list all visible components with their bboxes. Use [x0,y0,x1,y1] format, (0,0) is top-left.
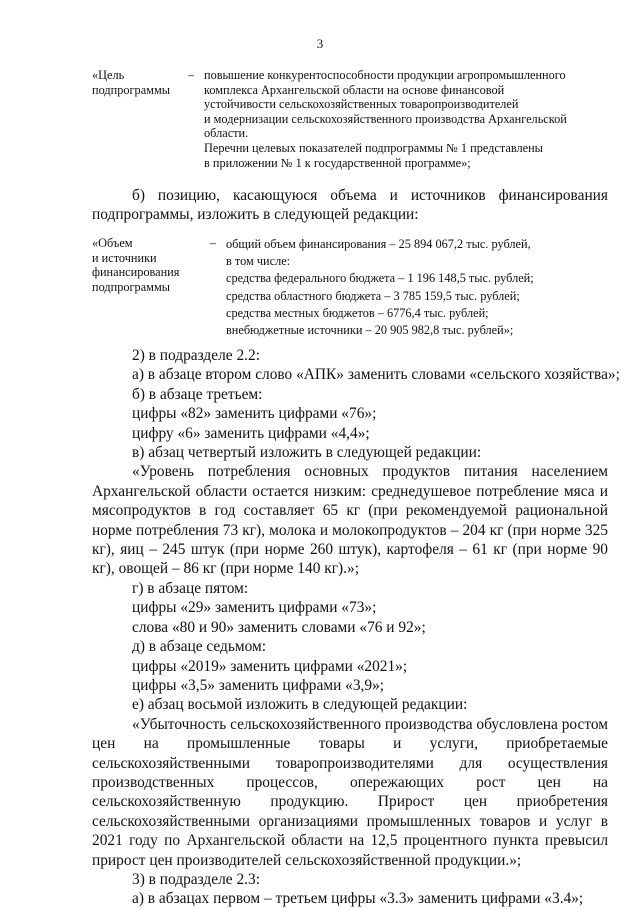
amendment-item: цифры «2019» заменить цифрами «2021»; [132,657,408,675]
goal-value-line: устойчивости сельскохозяйственных товаропроизводителей [204,97,519,112]
goal-value-line: в приложении № 1 к государственной программе»; [204,155,471,170]
finance-value-line: средства федерального бюджета – 1 196 148,5 тыс. рублей; [226,271,534,286]
amendment-item: г) в абзаце пятом: [132,579,249,597]
amendment-item: слова «80 и 90» заменить словами «76 и 92»; [132,618,426,636]
finance-label-line: подпрограммы [92,279,170,294]
finance-value-line: внебюджетные источники – 20 905 982,8 тыс. рублей»; [226,323,514,338]
goal-dash: – [188,68,195,82]
amendment-item: д) в абзаце седьмом: [132,638,267,656]
finance-label-line: «Объем [92,236,133,250]
goal-value-line: и модернизации сельскохозяйственного производства Архангельской [204,111,567,126]
amendment-item: в) абзац четвертый изложить в следующей редакции: [132,444,482,462]
amendments-text [92,346,620,909]
goal-value-line: области. [204,126,249,141]
goal-value-line: комплекса Архангельской области на основе финансовой [204,82,505,97]
finance-label [92,236,179,294]
goal-label-line: «Цель [92,68,125,82]
amendment-item: цифры «29» заменить цифрами «73»; [132,599,377,617]
finance-dash: – [210,236,217,250]
quoted-paragraph-unprofitability: «Убыточность сельскохозяйственного производства обусловлена ростом цен на промышленные товары и услуги, приобретаемые сельскохозяйственными товаропроизводителями для осуществления производственных процессов, опережающих рост цен на сельскохозяйственную продукцию. Прирост цен приобретения сельскохозяйственными организациями промышленных товаров и услуг в 2021 году по Архангельской области на 12,5 процентного пункта превысил прирост цен производителей сельскохозяйственной продукции.»; [92,715,608,869]
amendment-item: а) в абзацах первом – третьем цифры «3.3» заменить цифрами «3.4»; [132,890,584,908]
subprogram-goal-block [92,68,612,178]
amendment-item: цифры «3,5» заменить цифрами «3,9»; [132,676,385,694]
finance-value [226,236,626,339]
quoted-paragraph-consumption: «Уровень потребления основных продуктов питания населением Архангельской области остается низким: среднедушевое потребление мяса и мясопродуктов в год составляет 65 кг (при рекомендуемой рациональной норме потребления 73 кг), молока и молокопродуктов – 204 кг (при норме 325 кг), яиц – 245 штук (при норме 260 штук), картофеля – 61 кг (при норме 90 кг), овощей – 86 кг (при норме 140 кг).»; [92,463,608,578]
paragraph-b-line: б) позицию, касающуюся объема и источников финансирования [132,187,608,204]
paragraph-b [92,186,608,225]
finance-label-line: и источники [92,250,157,265]
amendment-item: б) в абзаце третьем: [132,385,263,403]
goal-value-line: Перечни целевых показателей подпрограммы № 1 представлены [204,140,543,155]
finance-value-line: средства областного бюджета – 3 785 159,5 тыс. рублей; [226,288,520,303]
finance-value-line: общий объем финансирования – 25 894 067,2 тыс. рублей, [226,237,531,251]
finance-value-line: в том числе: [226,254,291,269]
goal-value-line: повышение конкурентоспособности продукции агропромышленного [204,68,566,82]
amendment-item: 3) в подразделе 2.3: [132,870,260,888]
goal-label-line: подпрограммы [92,82,170,97]
subprogram-finance-block [92,236,612,336]
finance-label-line: финансирования [92,265,180,280]
finance-value-line: средства местных бюджетов – 6776,4 тыс. рублей; [226,305,489,320]
amendment-item: е) абзац восьмой изложить в следующей редакции: [132,696,468,714]
goal-value [204,68,624,170]
page-number: 3 [316,36,324,51]
amendment-item: цифру «6» заменить цифрами «4,4»; [132,424,370,442]
amendment-item: 2) в подразделе 2.2: [132,347,260,364]
goal-label [92,68,170,97]
amendment-item: а) в абзаце втором слово «АПК» заменить словами «сельского хозяйства»; [132,366,620,384]
paragraph-b-line: подпрограммы, изложить в следующей редакции: [92,206,419,224]
amendment-item: цифры «82» заменить цифрами «76»; [132,405,377,423]
